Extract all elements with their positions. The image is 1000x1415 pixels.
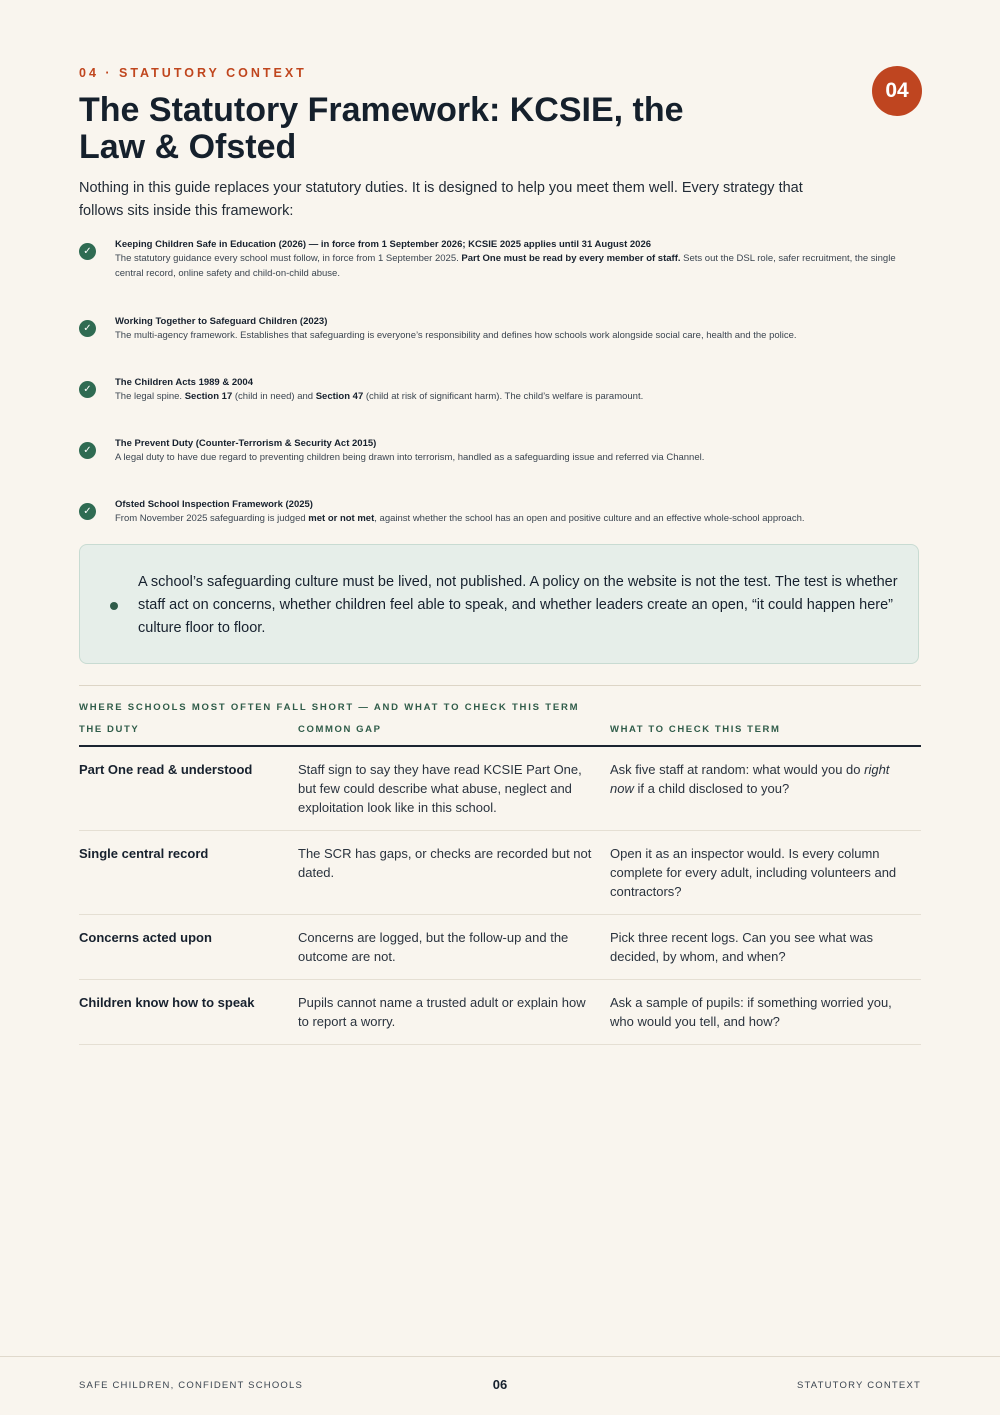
column-header-gap: COMMON GAP	[298, 720, 610, 746]
gap-cell: Pupils cannot name a trusted adult or explain how to report a worry.	[298, 980, 610, 1045]
table-row	[79, 746, 921, 831]
page-number: 06	[492, 1377, 508, 1392]
table-row	[79, 915, 921, 980]
gap-cell: Staff sign to say they have read KCSIE Part One, but few could describe what abuse, neglect and exploitation look like in this school.	[298, 746, 610, 831]
column-header-duty: THE DUTY	[79, 720, 298, 746]
table-row	[79, 831, 921, 915]
duty-description: A legal duty to have due regard to preventing children being drawn into terrorism, handled as a safeguarding issue and referred via Channel.	[115, 452, 705, 463]
duty-cell: Single central record	[79, 831, 298, 915]
section-eyebrow: 04 · STATUTORY CONTEXT	[79, 66, 307, 80]
duty-cell: Part One read & understood	[79, 746, 298, 831]
intro-paragraph: Nothing in this guide replaces your statutory duties. It is designed to help you meet them well. Every strategy that follows sits inside this framework:	[79, 180, 803, 219]
check-circle-icon: ✓	[79, 243, 96, 260]
duty-cell: Concerns acted upon	[79, 915, 298, 980]
check-cell: Ask a sample of pupils: if something worried you, who would you tell, and how?	[610, 980, 921, 1045]
duty-description: The multi-agency framework. Establishes that safeguarding is everyone’s responsibility and defines how schools work alongside social care, health and the police.	[115, 330, 797, 341]
check-cell: Ask five staff at random: what would you do right now if a child disclosed to you?	[610, 746, 921, 831]
info-icon	[110, 602, 118, 610]
table-row	[79, 980, 921, 1045]
table-header-row	[79, 720, 921, 746]
check-cell: Pick three recent logs. Can you see what was decided, by whom, and when?	[610, 915, 921, 980]
duty-description: From November 2025 safeguarding is judged met or not met, against whether the school has an open and positive culture and an effective whole-school approach.	[115, 513, 805, 524]
table-title: WHERE SCHOOLS MOST OFTEN FALL SHORT — AND WHAT TO CHECK THIS TERM	[79, 702, 580, 713]
column-header-check: WHAT TO CHECK THIS TERM	[610, 720, 921, 746]
duty-cell: Children know how to speak	[79, 980, 298, 1045]
section-number-badge: 04	[872, 66, 922, 116]
gap-cell: The SCR has gaps, or checks are recorded but not dated.	[298, 831, 610, 915]
duty-title: The Prevent Duty (Counter-Terrorism & Security Act 2015)	[115, 438, 377, 449]
culture-callout	[79, 544, 919, 664]
shortfall-table	[79, 720, 921, 1045]
section-divider	[79, 685, 921, 686]
duty-description: The statutory guidance every school must follow, in force from 1 September 2025. Part One must be read by every member of staff. Sets out the DSL role, safer recruitment, the single central record, online safety and child-on-child abuse.	[115, 253, 896, 279]
check-circle-icon: ✓	[79, 442, 96, 459]
duty-title: Ofsted School Inspection Framework (2025)	[115, 499, 313, 510]
page-title: The Statutory Framework: KCSIE, the Law & Ofsted	[79, 91, 684, 166]
duty-title: Keeping Children Safe in Education (2026) — in force from 1 September 2026; KCSIE 2025 applies until 31 August 2026	[115, 239, 652, 250]
footer-section-name: STATUTORY CONTEXT	[796, 1380, 921, 1391]
check-circle-icon: ✓	[79, 320, 96, 337]
duty-title: The Children Acts 1989 & 2004	[115, 377, 253, 388]
footer-publication-title: SAFE CHILDREN, CONFIDENT SCHOOLS	[79, 1380, 304, 1391]
gap-cell: Concerns are logged, but the follow-up and the outcome are not.	[298, 915, 610, 980]
check-circle-icon: ✓	[79, 381, 96, 398]
check-cell: Open it as an inspector would. Is every column complete for every adult, including volunteers and contractors?	[610, 831, 921, 915]
footer-divider	[0, 1356, 1000, 1357]
callout-text: A school’s safeguarding culture must be lived, not published. A policy on the website is not the test. The test is whether staff act on concerns, whether children feel able to speak, and whether leaders create an open, “it could happen here” culture floor to floor.	[138, 574, 898, 636]
duty-description: The legal spine. Section 17 (child in need) and Section 47 (child at risk of significant harm). The child’s welfare is paramount.	[115, 391, 644, 402]
duty-title: Working Together to Safeguard Children (2023)	[115, 316, 328, 327]
check-circle-icon: ✓	[79, 503, 96, 520]
